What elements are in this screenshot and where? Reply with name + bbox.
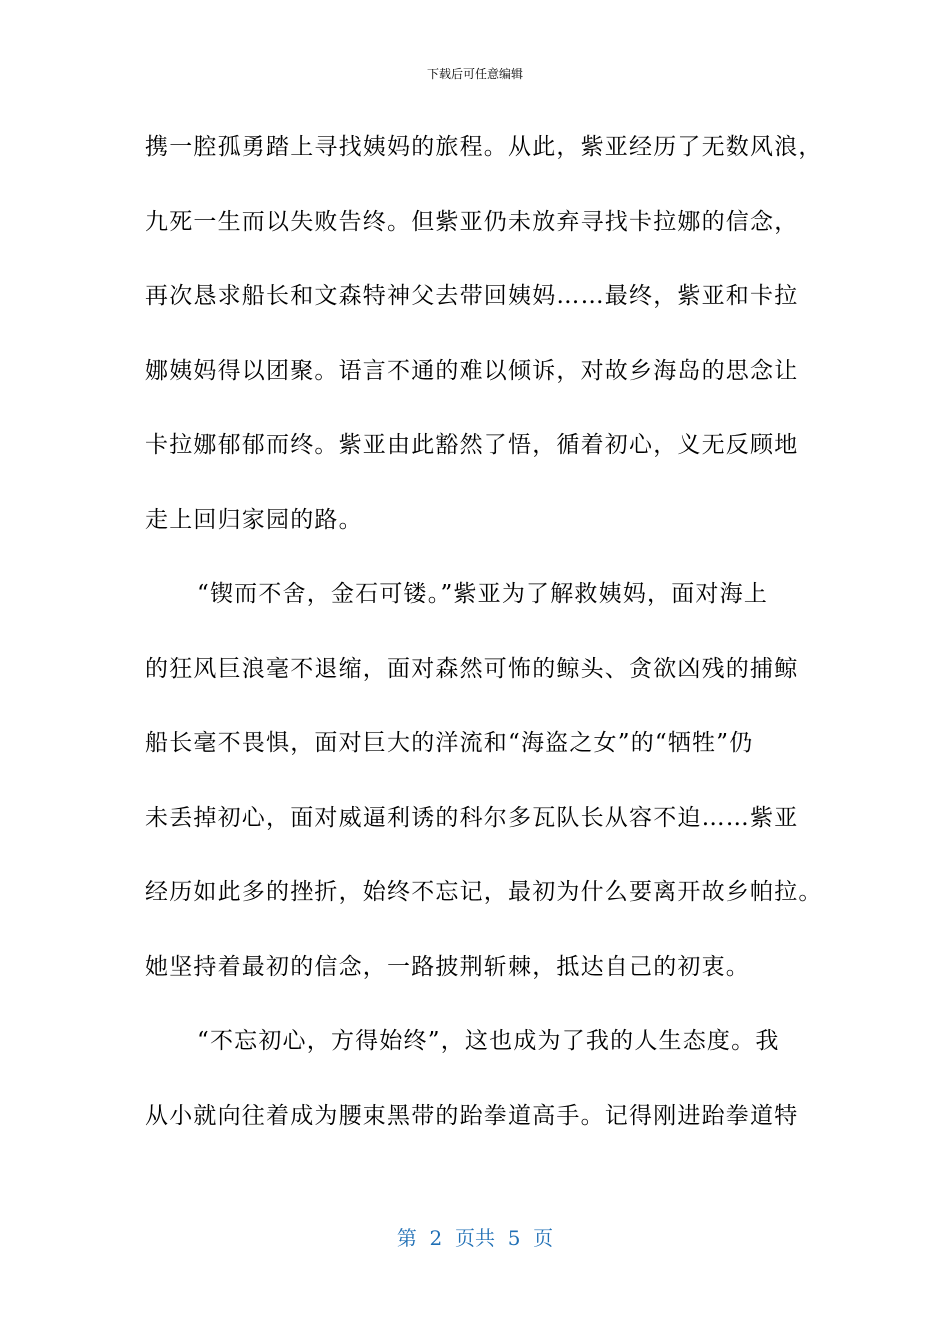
- text-line: “不忘初心，方得始终”，这也成为了我的人生态度。我: [197, 1028, 780, 1054]
- text-line: 再次恳求船长和文森特神父去带回姨妈……最终，紫亚和卡拉: [145, 283, 799, 309]
- text-line: 携一腔孤勇踏上寻找姨妈的旅程。从此，紫亚经历了无数风浪，: [145, 134, 823, 160]
- text-line: 未丢掉初心，面对威逼利诱的科尔多瓦队长从容不迫……紫亚: [145, 804, 799, 831]
- text-line: 船长毫不畏惧，面对巨大的洋流和“海盗之女”的“牺牲”仍: [145, 730, 754, 756]
- text-line: 的狂风巨浪毫不退缩，面对森然可怖的鲸头、贪欲凶残的捕鲸: [145, 655, 799, 682]
- text-line: 她坚持着最初的信念，一路披荆斩棘，抵达自己的初衷。: [145, 953, 750, 980]
- page-header: 下载后可任意编辑: [426, 67, 523, 81]
- text-line: “锲而不舍，金石可镂。”紫亚为了解救姨妈，面对海上: [197, 581, 769, 607]
- text-line: 从小就向往着成为腰束黑带的跆拳道高手。记得刚进跆拳道特: [145, 1102, 799, 1129]
- page-number-footer: 第 2 页共 5 页: [396, 1226, 554, 1250]
- document-body: [145, 132, 825, 1175]
- text-line: 经历如此多的挫折，始终不忘记，最初为什么要离开故乡帕拉。: [145, 879, 823, 905]
- text-line: 娜姨妈得以团聚。语言不通的难以倾诉，对故乡海岛的思念让: [145, 357, 799, 384]
- text-line: 走上回归家园的路。: [145, 506, 363, 533]
- text-line: 卡拉娜郁郁而终。紫亚由此豁然了悟，循着初心，义无反顾地: [145, 432, 799, 458]
- text-line: 九死一生而以失败告终。但紫亚仍未放弃寻找卡拉娜的信念，: [145, 208, 799, 235]
